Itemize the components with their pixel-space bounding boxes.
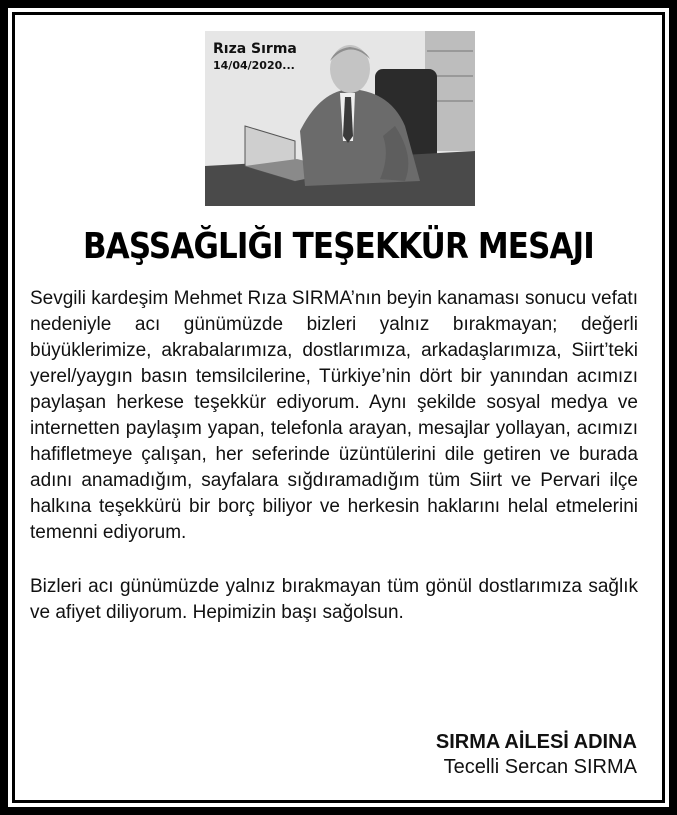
- photo-caption-name: Rıza Sırma: [213, 41, 297, 57]
- signature-name: Tecelli Sercan SIRMA: [443, 756, 637, 778]
- portrait-illustration: [205, 31, 475, 206]
- message-paragraph-1: Sevgili kardeşim Mehmet Rıza SIRMA’nın beyin kanaması sonucu vefatı nedeniyle acı günümüzde bizleri yalnız bırakmayan; değerli büyüklerimize, akrabalarımıza, dostlarımıza, arkadaşlarımıza, Siirt’teki yerel/yaygın basın temsilcilerine, Türkiye’nin dört bir yanından acımızı paylaşan herkese teşekkür ediyorum. Aynı şekilde sosyal medya ve internetten paylaşım yapan, telefonla arayan, mesajlar yollayan, acımızı hafifletmeye çalışan, her seferinde üzüntülerini dile getiren ve burada adını anamadığım, sayfalara sığdıramadığım tüm Siirt ve Pervari ilçe halkına teşekkürü bir borç biliyor ve herkesin haklarını helal etmelerini temenni ediyorum.: [30, 288, 638, 543]
- signature-family: SIRMA AİLESİ ADINA: [435, 731, 637, 753]
- message-body: [30, 286, 638, 626]
- photo-caption-date: 14/04/2020...: [213, 59, 295, 72]
- portrait-photo: [205, 31, 475, 206]
- page-title: BAŞSAĞLIĞI TEŞEKKÜR MESAJI: [83, 226, 594, 267]
- message-paragraph-2: Bizleri acı günümüzde yalnız bırakmayan tüm gönül dostlarımıza sağlık ve afiyet diliyorum. Hepimizin başı sağolsun.: [30, 576, 638, 623]
